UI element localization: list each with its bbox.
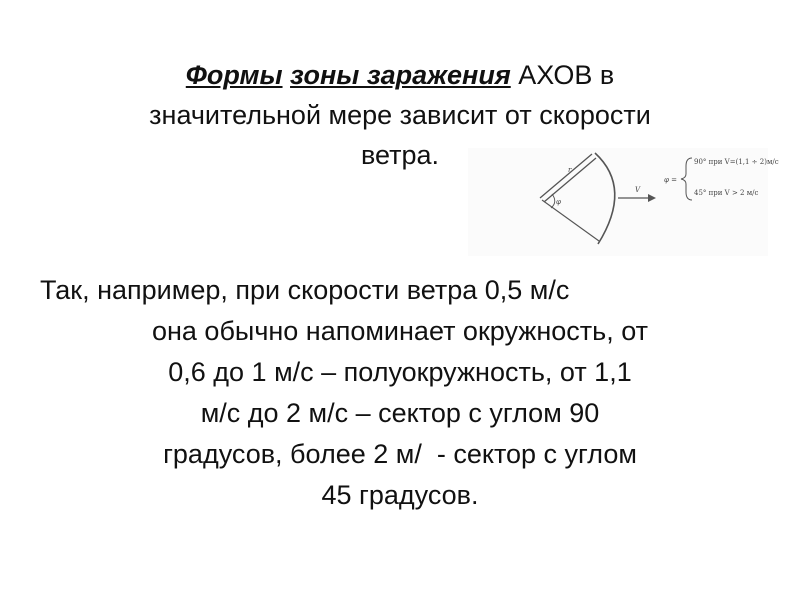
condition-90: 90° при V=(1,1 ÷ 2)м/с <box>694 158 779 166</box>
body-line-1: Так, например, при скорости ветра 0,5 м/с <box>40 275 570 305</box>
wind-arrow-head <box>648 194 656 202</box>
radius-line-outer <box>540 154 592 198</box>
title-rest: АХОВ в <box>510 60 615 90</box>
sector-lower-line <box>542 200 599 241</box>
title-emphasis-zone: зоны заражения <box>290 60 511 90</box>
r-label: r <box>568 166 572 174</box>
phi-label: φ <box>556 198 561 206</box>
title-line-2: значительной мере зависит от скорости <box>149 100 651 130</box>
body-text <box>30 270 770 516</box>
radius-line-inner <box>544 158 596 202</box>
sector-arc <box>595 153 615 244</box>
sector-diagram-svg <box>468 148 779 256</box>
title-line-1 <box>40 55 760 95</box>
body-line-3: 0,6 до 1 м/с – полуокружность, от 1,1 <box>168 357 632 387</box>
title-line-3: ветра. <box>360 140 440 170</box>
body-line-4: м/с до 2 м/с – сектор с углом 90 <box>200 398 600 428</box>
phi-equation: φ = <box>664 176 677 184</box>
brace <box>681 158 692 200</box>
body-line-2: она обычно напоминает окружность, от <box>151 316 648 346</box>
sector-diagram <box>468 148 779 256</box>
body-line-6: 45 градусов. <box>321 480 479 510</box>
condition-45: 45° при V > 2 м/с <box>694 189 759 197</box>
v-label: V <box>635 186 641 194</box>
body-line-5: градусов, более 2 м/ - сектор с углом <box>163 439 637 469</box>
title-emphasis-forms: Формы <box>185 60 283 90</box>
